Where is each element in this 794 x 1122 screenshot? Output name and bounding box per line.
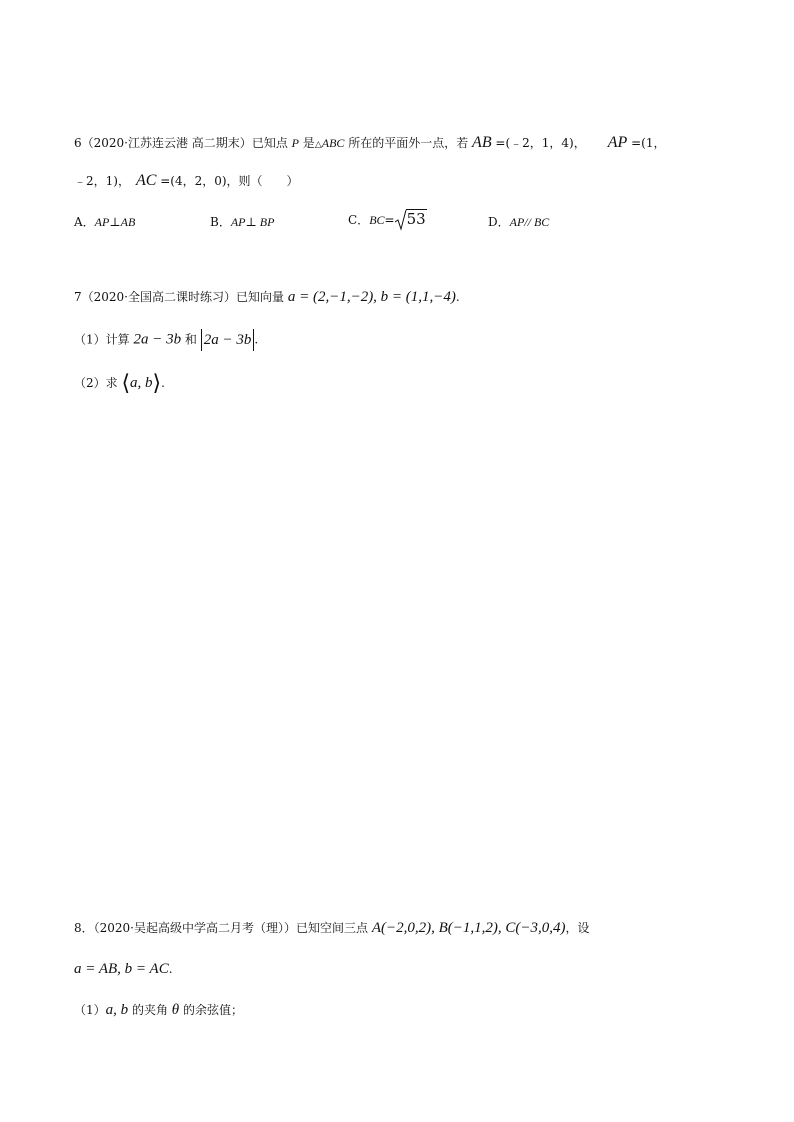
- q8-source: （2020·吴起高级中学高二月考（理））: [93, 921, 296, 935]
- q6-source: （2020·江苏连云港 高二期末）: [81, 136, 252, 150]
- q6-option-b: B．AP⊥ BP: [210, 215, 275, 229]
- q6-option-d: D．AP// BC: [488, 215, 550, 229]
- q6-option-c: C．BC= 53: [348, 210, 426, 228]
- q8-part1: （1）a, b 的夹角 θ 的余弦值；: [74, 1002, 243, 1018]
- vector-ab: AB: [472, 134, 492, 151]
- q8-points: A(−2,0,2), B(−1,1,2), C(−3,0,4): [371, 920, 566, 936]
- q7-part2: （2）求 ⟨a, b⟩.: [74, 371, 165, 396]
- q6-number: 6: [74, 136, 82, 150]
- q8-line1: 8．（2020·吴起高级中学高二月考（理））已知空间三点 A(−2,0,2), B(−1,1,2), C(−3,0,4)，设: [74, 920, 590, 936]
- q7-number: 7: [74, 290, 82, 304]
- vector-ac: AC: [135, 172, 157, 189]
- q6-line1: 6（2020·江苏连云港 高二期末）已知点 P 是△ABC 所在的平面外一点，若 AB =(﹣2，1，4)， AP =(1，: [74, 134, 666, 151]
- q8-vector-def: a = AB, b = AC: [74, 961, 169, 977]
- q7-source: （2020·全国高二课时练习）: [81, 290, 236, 304]
- q7-line1: 7（2020·全国高二课时练习）已知向量 a = (2,−1,−2), b = (1,1,−4).: [74, 289, 460, 305]
- q6-line2: ﹣2，1)， AC =(4，2，0)，则（ ）: [74, 172, 299, 189]
- q6-option-a: A．AP⊥AB: [74, 215, 136, 229]
- q7-vectors: a = (2,−1,−2), b = (1,1,−4): [287, 289, 456, 305]
- sqrt-symbol: 53: [395, 209, 427, 228]
- q7-part1: （1）计算 2a − 3b 和 2a − 3b .: [74, 329, 258, 351]
- q8-number: 8．: [74, 921, 94, 935]
- absolute-value: 2a − 3b: [201, 329, 255, 351]
- q8-line2: a = AB, b = AC.: [74, 961, 173, 977]
- vector-ap: AP: [607, 134, 628, 151]
